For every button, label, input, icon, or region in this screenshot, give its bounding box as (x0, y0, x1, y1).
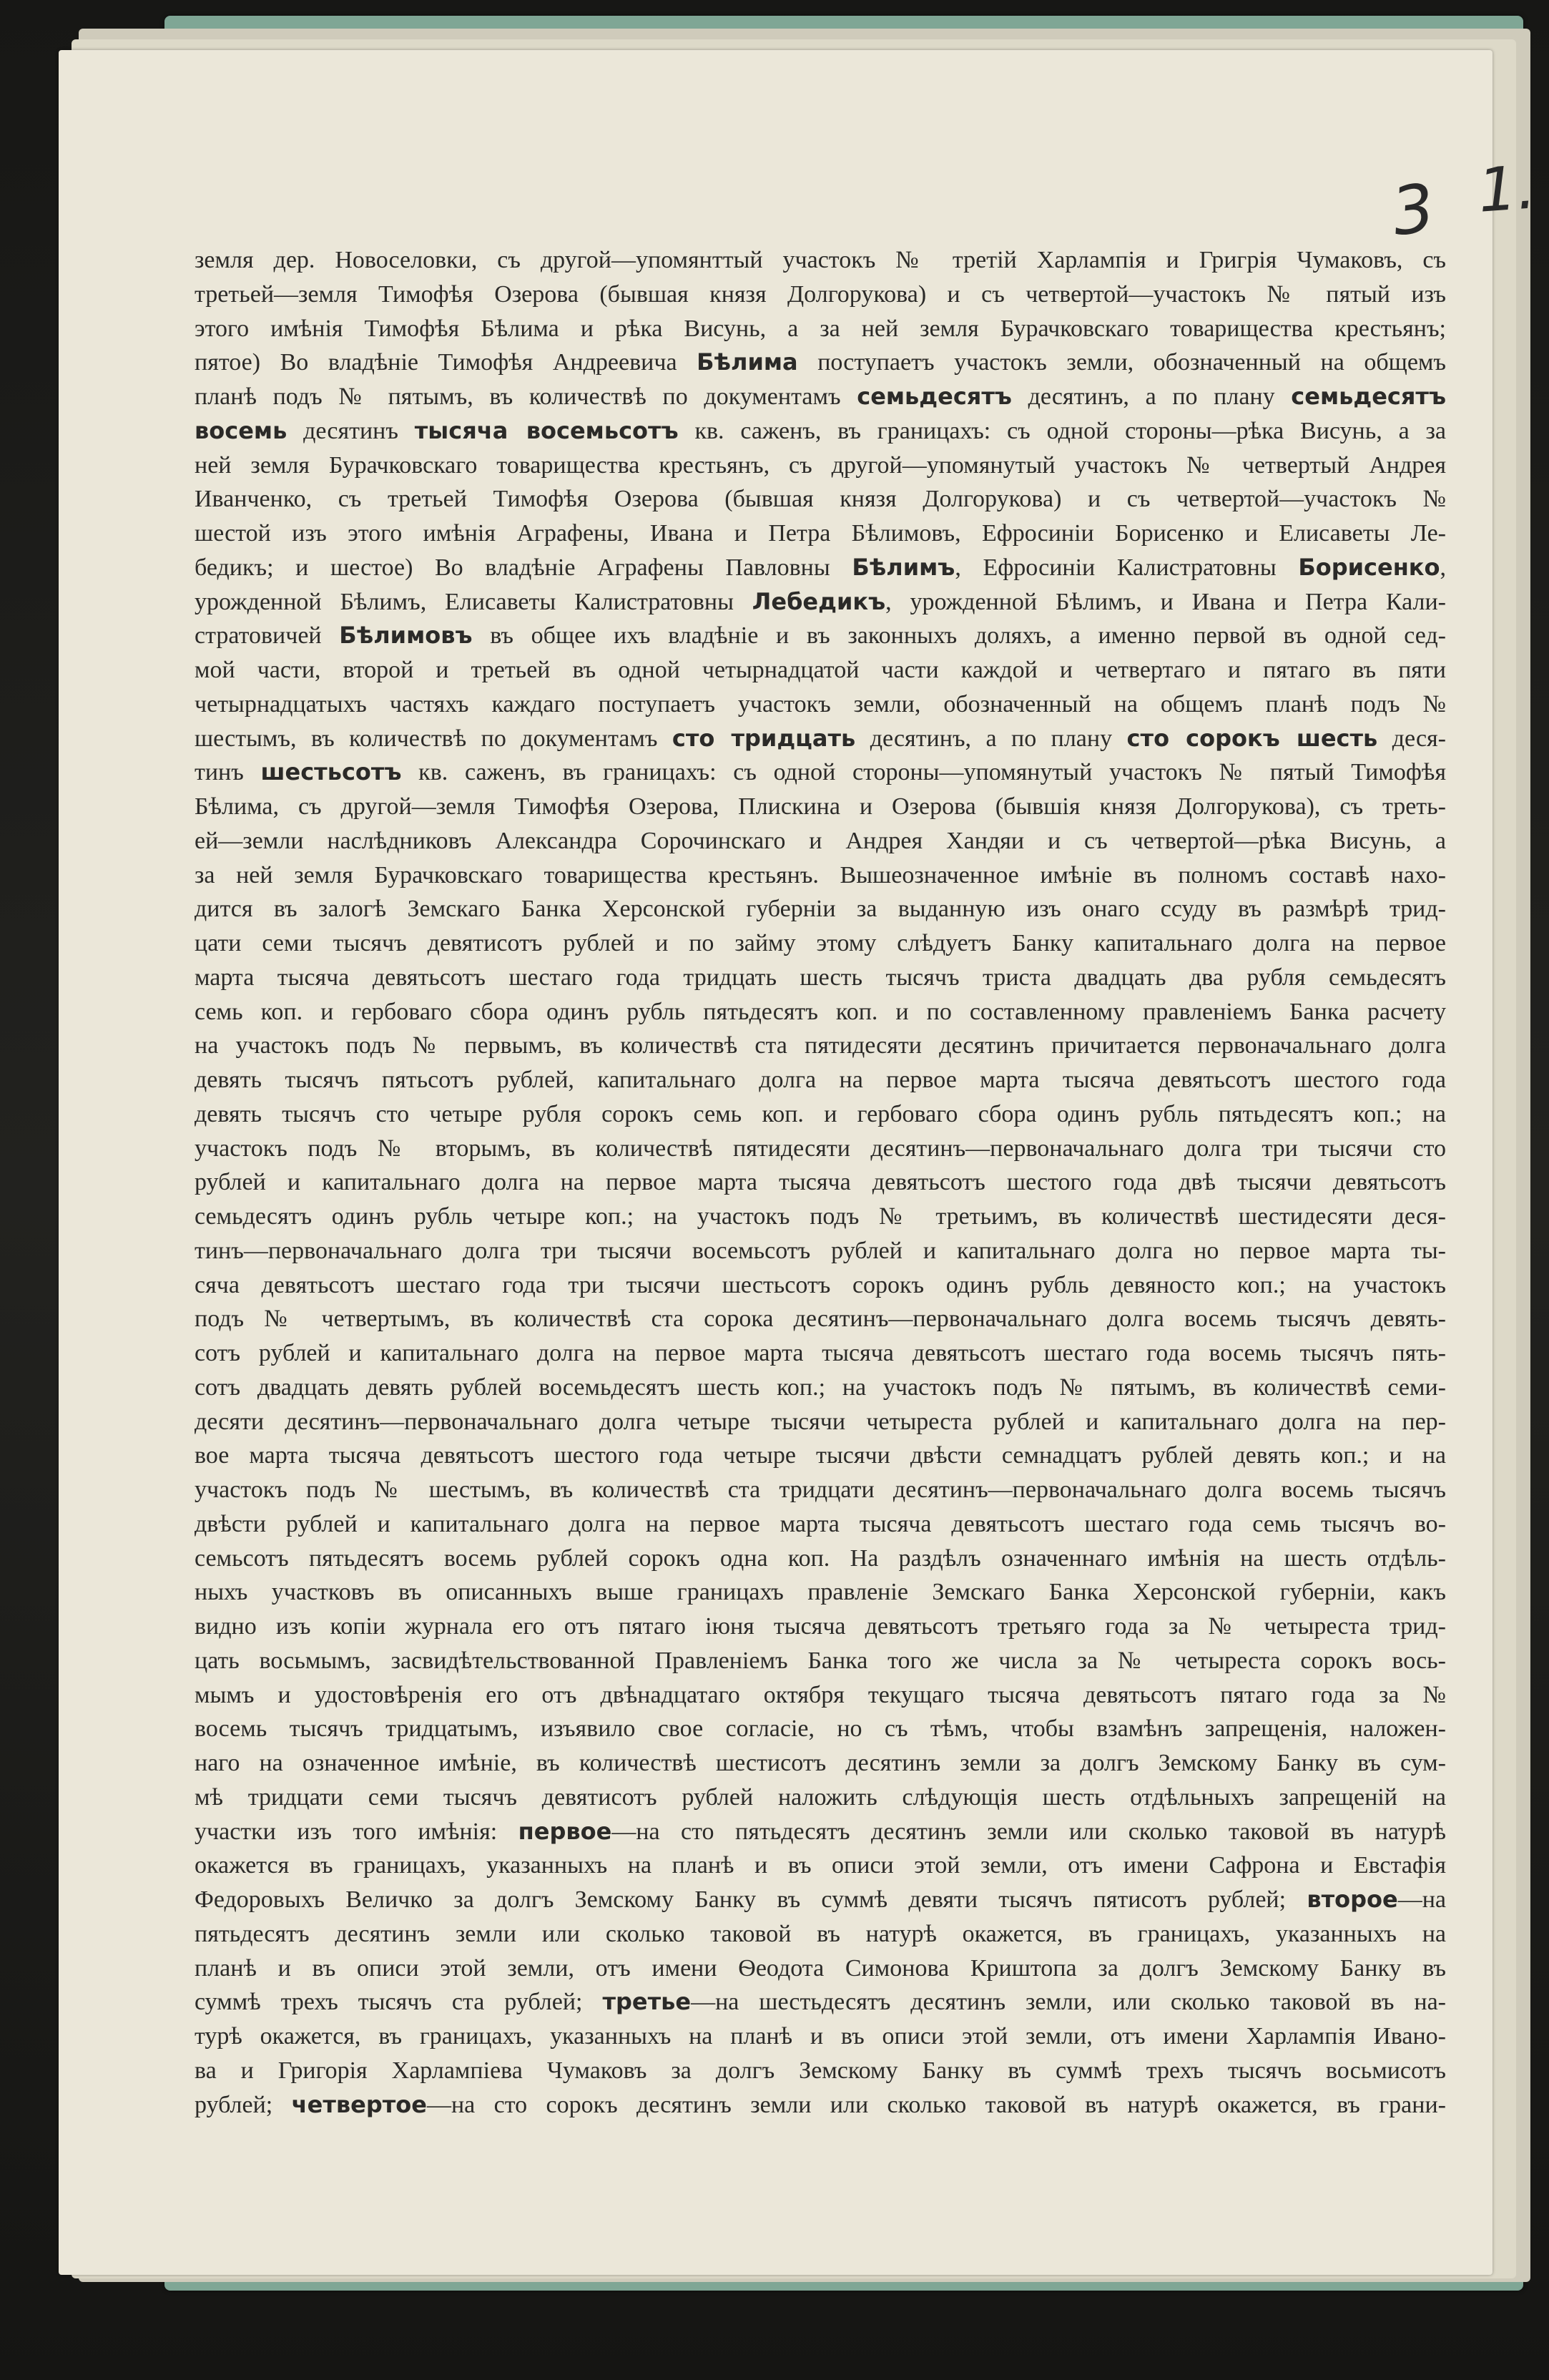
text-line: урожденной Бѣлимъ, Елисаветы Калистратовны Лебедикъ, урожденной Бѣлимъ, и Ивана и Петра Кали- (195, 587, 1446, 615)
text-line: семьдесятъ одинъ рубль четыре коп.; на участокъ подъ № третьимъ, въ количествѣ шестидесяти деся- (195, 1203, 1446, 1230)
text-line: Иванченко, съ третьей Тимофѣя Озерова (бывшая князя Долгорукова) и съ четвертой—участокъ № (195, 486, 1446, 513)
text-line: четырнадцатыхъ частяхъ каждаго поступаетъ участокъ земли, обозначенный на общемъ планѣ подъ № (195, 690, 1446, 718)
text-line: мѣ тридцати семи тысячъ девятисотъ рублей наложить слѣдующія шесть отдѣльныхъ запрещеній на (195, 1783, 1446, 1811)
text-line: ныхъ участковъ въ описанныхъ выше границахъ правленіе Земскаго Банка Херсонской губерніи, какъ (195, 1579, 1446, 1606)
text-line: восемь тысячъ тридцатымъ, изъявило свое согласіе, но съ тѣмъ, чтобы взамѣнъ запрещенія, наложен- (195, 1715, 1446, 1743)
text-line: сотъ двадцать девять рублей восемьдесятъ шесть коп.; на участокъ подъ № пятымъ, въ количествѣ семи- (195, 1373, 1446, 1401)
text-line: семьсотъ пятьдесятъ восемь рублей сорокъ одна коп. На раздѣлъ означеннаго имѣнія на шесть отдѣль- (195, 1544, 1446, 1572)
text-line: восемь десятинъ тысяча восемьсотъ кв. саженъ, въ границахъ: съ одной стороны—рѣка Висунь, а за (195, 416, 1447, 444)
text-line: ва и Григорія Харлампіева Чумаковъ за долгъ Земскому Банку въ суммѣ трехъ тысячъ восьмисотъ (195, 2057, 1446, 2084)
text-line: суммѣ трехъ тысячъ ста рублей; третье—на шестьдесятъ десятинъ земли, или сколько таковой въ на- (195, 1988, 1447, 2016)
document-page (59, 50, 1538, 2275)
text-line: рублей; четвертое—на сто сорокъ десятинъ земли или сколько таковой въ натурѣ окажется, въ грани- (195, 2090, 1446, 2118)
text-line: пятьдесятъ десятинъ земли или сколько таковой въ натурѣ окажется, въ границахъ, указанныхъ на (195, 1920, 1446, 1947)
text-line: участокъ подъ № вторымъ, въ количествѣ пятидесяти десятинъ—первоначальнаго долга три тысячи сто (195, 1135, 1446, 1162)
document-body-text (195, 243, 1446, 2122)
text-line: участки изъ того имѣнія: первое—на сто пятьдесятъ десятинъ земли или сколько таковой въ натурѣ (195, 1817, 1447, 1845)
text-line: рублей и капитальнаго долга на первое марта тысяча девятьсотъ шестого года двѣ тысячи девятьсотъ (195, 1169, 1446, 1196)
text-line: ней земля Бурачковскаго товарищества крестьянъ, съ другой—упомянутый участокъ № четвертый Андрея (195, 451, 1446, 479)
text-line: подъ № четвертымъ, въ количествѣ ста сорока десятинъ—первоначальнаго долга восемь тысячъ девять- (195, 1306, 1446, 1333)
text-line: тинъ—первоначальнаго долга три тысячи восемьсотъ рублей и капитальнаго долга но первое марта ты- (195, 1237, 1446, 1264)
text-line: дится въ залогѣ Земскаго Банка Херсонской губерніи за выданную изъ онаго ссуду въ размѣрѣ трид- (195, 896, 1446, 923)
text-line: шестой изъ этого имѣнія Аграфены, Ивана и Петра Бѣлимовъ, Ефросиніи Борисенко и Елисаветы Ле- (195, 520, 1446, 547)
text-line: девять тысячъ сто четыре рубля сорокъ семь коп. и гербоваго сбора одинъ рубль пятьдесятъ коп.; на (195, 1100, 1446, 1127)
text-line: семь коп. и гербоваго сбора одинъ рубль пятьдесятъ коп. и по составленному правленіемъ Банка расчету (195, 998, 1446, 1025)
text-line: цати семи тысячъ девятисотъ рублей и по займу этому слѣдуетъ Банку капитальнаго долга на первое (195, 930, 1446, 956)
text-line: турѣ окажется, въ границахъ, указанныхъ на планѣ и въ описи этой земли, отъ имени Харлампія Ивано- (195, 2023, 1446, 2050)
text-line: участокъ подъ № шестымъ, въ количествѣ ста тридцати десятинъ—первоначальнаго долга восемь тысячъ (195, 1477, 1446, 1503)
text-line: шестымъ, въ количествѣ по документамъ сто тридцать десятинъ, а по плану сто сорокъ шесть деся- (195, 724, 1446, 752)
text-line: стратовичей Бѣлимовъ въ общее ихъ владѣніе и въ законныхъ доляхъ, а именно первой въ одной сед- (195, 622, 1446, 650)
text-line: бедикъ; и шестое) Во владѣніе Аграфены Павловны Бѣлимъ, Ефросиніи Калистратовны Борисенко, (195, 553, 1446, 581)
text-line: сяча девятьсотъ шестаго года три тысячи шестьсотъ сорокъ одинъ рубль девяносто коп.; на участокъ (195, 1271, 1446, 1298)
text-line: вое марта тысяча девятьсотъ шестого года четыре тысячи двѣсти семнадцатъ рублей девять коп.; и на (195, 1442, 1446, 1469)
text-line: наго на означенное имѣніе, въ количествѣ шестисотъ десятинъ земли за долгъ Земскому Банку въ сум- (195, 1750, 1446, 1776)
text-line: планѣ подъ № пятымъ, въ количествѣ по документамъ семьдесятъ десятинъ, а по плану семьдесятъ (195, 383, 1447, 410)
text-line: окажется въ границахъ, указанныхъ на планѣ и въ описи этой земли, отъ имени Сафрона и Евстафія (195, 1852, 1446, 1879)
text-line: планѣ и въ описи этой земли, отъ имени Ѳеодота Симонова Криштопа за долгъ Земскому Банку въ (195, 1954, 1446, 1982)
folio-number-handwritten: 1. (1475, 152, 1538, 226)
text-line: тинъ шестьсотъ кв. саженъ, въ границахъ: съ одной стороны—упомянутый участокъ № пятый Тимофѣя (195, 758, 1446, 786)
text-line: видно изъ копіи журнала его отъ пятаго іюня тысяча девятьсотъ третьяго года за № четыреста трид- (195, 1613, 1446, 1640)
text-line: земля дер. Новоселовки, съ другой—упомянттый участокъ № третій Харлампія и Григрія Чумаковъ, съ (195, 247, 1446, 273)
text-line: за ней земля Бурачковскаго товарищества крестьянъ. Вышеозначенное имѣніе въ полномъ составѣ нахо- (195, 861, 1446, 888)
text-line: девять тысячъ пятьсотъ рублей, капитальнаго долга на первое марта тысяча девятьсотъ шестого года (195, 1067, 1446, 1093)
text-line: на участокъ подъ № первымъ, въ количествѣ ста пятидесяти десятинъ причитается первоначальнаго долга (195, 1032, 1446, 1059)
text-line: этого имѣнія Тимофѣя Бѣлима и рѣка Висунь, а за ней земля Бурачковскаго товарищества крестьянъ; (195, 315, 1446, 342)
text-line: третьей—земля Тимофѣя Озерова (бывшая князя Долгорукова) и съ четвертой—участокъ № пятый изъ (195, 280, 1446, 308)
text-line: Федоровыхъ Величко за долгъ Земскому Банку въ суммѣ девяти тысячъ пятисотъ рублей; второе—на (195, 1886, 1446, 1913)
text-line: мой части, второй и третьей въ одной четырнадцатой части каждой и четвертаго и пятаго въ пяти (195, 657, 1446, 683)
text-line: марта тысяча девятьсотъ шестаго года тридцать шесть тысячъ триста двадцать два рубля семьдесятъ (195, 964, 1446, 991)
text-line: Бѣлима, съ другой—земля Тимофѣя Озерова, Плискина и Озерова (бывшія князя Долгорукова), съ треть- (195, 793, 1446, 820)
text-line: ей—земли наслѣдниковъ Александра Сорочинскаго и Андрея Хандяи и съ четвертой—рѣка Висунь, а (195, 827, 1446, 854)
text-line: мымъ и удостовѣренія его отъ двѣнадцатаго октября текущаго тысяча девятьсотъ пятаго года за № (195, 1681, 1446, 1708)
text-line: сотъ рублей и капитальнаго долга на первое марта тысяча девятьсотъ шестаго года восемь тысячъ пять- (195, 1340, 1446, 1366)
text-line: двѣсти рублей и капитальнаго долга на первое марта тысяча девятьсотъ шестаго года семь тысячъ во- (195, 1510, 1446, 1537)
folio-number-handwritten: 3 (1387, 169, 1440, 251)
text-line: цать восьмымъ, засвидѣтельствованной Правленіемъ Банка того же числа за № четыреста сорокъ вось- (195, 1647, 1446, 1674)
text-line: пятое) Во владѣніе Тимофѣя Андреевича Бѣлима поступаетъ участокъ земли, обозначенный на общемъ (195, 348, 1447, 376)
text-line: десяти десятинъ—первоначальнаго долга четыре тысячи четыреста рублей и капитальнаго долга на пер- (195, 1408, 1446, 1435)
